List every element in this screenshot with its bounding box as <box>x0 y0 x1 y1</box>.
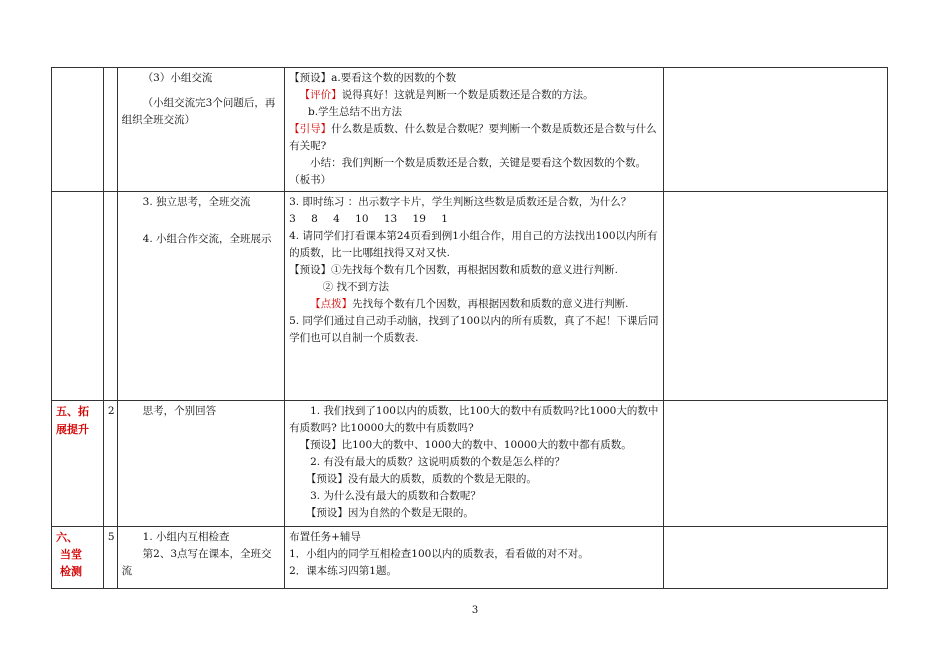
activity-line: （3）小组交流 <box>142 72 213 84</box>
table-row <box>52 401 888 527</box>
content-line: 【预设】①先找每个数有几个因数，再根据因数和质数的意义进行判断. <box>289 264 618 276</box>
content-line: 【预设】没有最大的质数，质数的个数是无限的。 <box>305 473 537 485</box>
content-line: 【预设】比100大的数中、1000大的数中、10000大的数中都有质数。 <box>299 439 632 451</box>
content-line: 4. 请同学们打看课本第24页看到例1小组合作，用自己的方法找出100以内所有的质数，比一比哪组找得又对又快. <box>289 230 658 259</box>
teacher-activity-cell <box>285 527 664 589</box>
teacher-activity-cell <box>285 192 664 401</box>
content-line: 2．课本练习四第1题。 <box>289 565 397 577</box>
teacher-activity-cell <box>285 401 664 527</box>
table-row <box>52 527 888 589</box>
content-line: a.要看这个数的因数的个数 <box>331 72 457 84</box>
guide-tag: 【引导】 <box>289 123 332 135</box>
student-activity-cell <box>117 68 284 192</box>
stage-label: 六、 <box>56 531 78 544</box>
content-line: 先找每个数有几个因数，再根据因数和质数的意义进行判断. <box>352 298 629 310</box>
activity-line: 1. 小组内互相检查 <box>142 531 230 543</box>
student-activity-cell <box>117 192 284 401</box>
table-row <box>52 192 888 401</box>
content-line: 3. 即时练习 ：出示数字卡片，学生判断这些数是质数还是合数，为什么？ <box>289 196 632 208</box>
preset-tag: 【预设】 <box>289 72 332 84</box>
minutes-cell: 2 <box>103 401 117 527</box>
activity-line: 4. 小组合作交流，全班展示 <box>142 233 272 245</box>
student-activity-cell <box>117 401 284 527</box>
stage-label: 检测 <box>60 565 82 578</box>
notes-cell <box>664 401 888 527</box>
lesson-plan-table <box>51 67 888 589</box>
notes-cell <box>664 527 888 589</box>
minutes-cell <box>103 192 117 401</box>
activity-line: （小组交流完3个问题后，再组织全班交流） <box>121 97 276 126</box>
minutes-cell: 5 <box>103 527 117 589</box>
student-activity-cell <box>117 527 284 589</box>
content-line: 1．小组内的同学互相检查100以内的质数表，看看做的对不对。 <box>289 548 589 560</box>
content-line: 【预设】因为自然的个数是无限的。 <box>305 507 474 519</box>
activity-line: 思考，个别回答 <box>142 405 217 417</box>
content-line: 2. 有没有最大的质数？这说明质数的个数是怎么样的？ <box>310 456 565 468</box>
content-line: b.学生总结不出方法 <box>307 106 403 118</box>
summary-line: 小结：我们判断一个数是质数还是合数，关键是要看这个数因数的个数。（板书） <box>289 157 647 186</box>
hint-tag: 【点拨】 <box>310 298 353 310</box>
stage-cell <box>52 192 104 401</box>
activity-line: 3. 独立思考，全班交流 <box>142 196 251 208</box>
content-line: 布置任务+辅导 <box>289 531 361 543</box>
table-row <box>52 68 888 192</box>
number-cards: 3 8 4 10 13 19 1 <box>289 213 448 225</box>
content-line: 1. 我们找到了100以内的质数，比100大的数中有质数吗?比1000大的数中有质数吗? 比10000大的数中有质数吗? <box>289 405 659 434</box>
stage-cell <box>52 401 104 527</box>
notes-cell <box>664 68 888 192</box>
teacher-activity-cell <box>285 68 664 192</box>
content-line: 什么数是质数、什么数是合数呢？要判断一个数是质数还是合数与什么有关呢? <box>289 123 657 152</box>
page-number: 3 <box>471 605 479 616</box>
content-line: 3. 为什么没有最大的质数和合数呢？ <box>310 490 481 502</box>
activity-line: 第2、3点写在课本，全班交流 <box>121 548 272 577</box>
content-line: 5. 同学们通过自己动手动脑，找到了100以内的所有质数，真了不起！下课后同学们也可以自制一个质数表. <box>289 315 659 344</box>
evaluation-tag: 【评价】 <box>299 89 342 101</box>
minutes-cell <box>103 68 117 192</box>
notes-cell <box>664 192 888 401</box>
stage-cell <box>52 527 104 589</box>
stage-label: 当堂 <box>60 548 82 561</box>
content-line: ② 找不到方法 <box>322 281 390 293</box>
content-line: 说得真好！这就是判断一个数是质数还是合数的方法。 <box>341 89 594 101</box>
stage-cell <box>52 68 104 192</box>
stage-label: 五、拓展提升 <box>56 405 89 436</box>
